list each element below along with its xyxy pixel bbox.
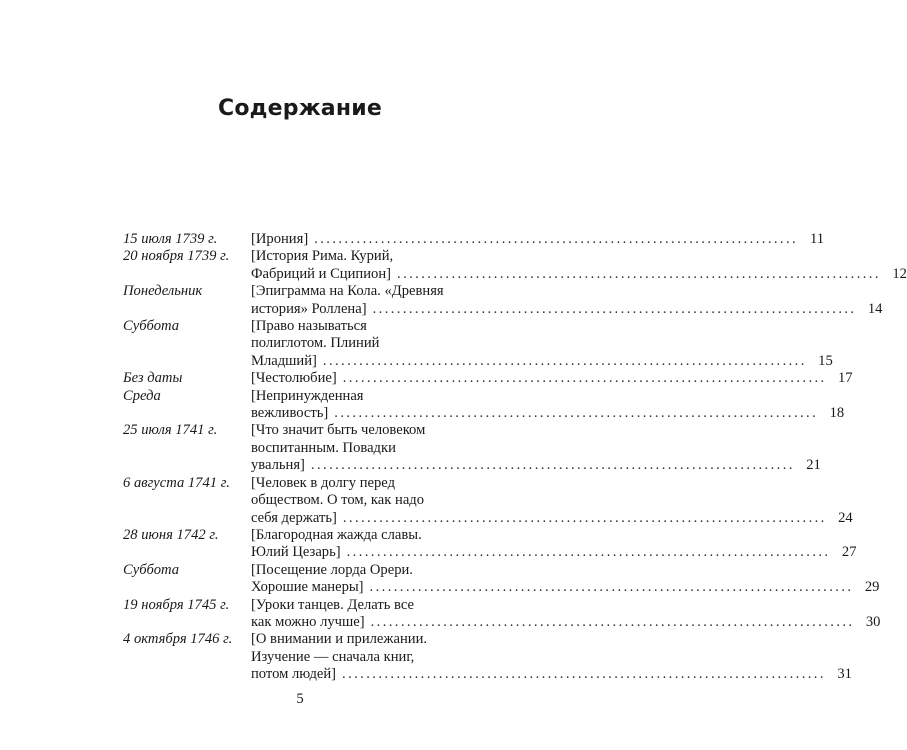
toc-entry xyxy=(123,526,857,562)
dot-leader: ................................................................................ xyxy=(314,231,799,247)
toc-entry-title-line: [Непринужденная xyxy=(251,387,364,404)
toc-entry-title xyxy=(251,474,853,527)
toc-entry-title-line: [О внимании и прилежании. xyxy=(251,631,428,648)
toc-entry-last-line xyxy=(251,231,825,248)
toc-entry-date: 6 августа 1741 г. xyxy=(123,474,230,491)
toc-entry-last-line xyxy=(251,370,853,387)
toc-entry-title-line: обществом. О том, как надо xyxy=(251,492,425,509)
toc-entry-page: 24 xyxy=(838,509,853,526)
toc-entry-page: 14 xyxy=(867,300,883,317)
page-title: Содержание xyxy=(218,96,382,121)
toc-entry-page: 27 xyxy=(841,544,857,561)
toc-entry-last-line xyxy=(251,613,881,631)
dot-leader: ................................................................................ xyxy=(346,544,831,561)
toc-entry-title-line: [Посещение лорда Орери. xyxy=(251,561,413,578)
toc-entry-title xyxy=(251,248,907,283)
toc-entry-title-line: Изучение — сначала книг, xyxy=(251,648,415,665)
toc-entry-last-line xyxy=(251,265,907,283)
toc-entry-title-line: [Уроки танцев. Делать все xyxy=(251,596,414,613)
dot-leader: ................................................................................ xyxy=(342,509,827,526)
toc-entry-page: 17 xyxy=(838,370,853,387)
toc-entry-title xyxy=(251,231,825,248)
toc-entry-title-line: [Человек в долгу перед xyxy=(251,474,395,491)
dot-leader: ................................................................................ xyxy=(372,300,857,317)
toc-entry-date: 15 июля 1739 г. xyxy=(123,231,218,247)
toc-entry-page: 29 xyxy=(864,579,880,596)
toc-entry-date: 20 ноября 1739 г. xyxy=(123,248,230,265)
toc-entry-title-line: [Что значит быть человеком xyxy=(251,422,426,439)
dot-leader: ................................................................................ xyxy=(322,352,807,369)
toc-entry-title-line: Хорошие манеры] xyxy=(251,579,364,596)
toc-entry-title xyxy=(251,318,833,370)
toc-entry-title-line: себя держать] xyxy=(251,509,337,526)
toc-entry xyxy=(123,283,883,318)
toc-entry-title-line: воспитанным. Повадки xyxy=(251,439,396,456)
toc-entry-last-line xyxy=(251,544,857,561)
toc-entry-page: 31 xyxy=(837,666,852,683)
toc-entry xyxy=(123,474,853,527)
toc-entry-date: Суббота xyxy=(123,318,180,335)
toc-entry-title-line: [Право называться xyxy=(251,318,367,335)
toc-entry-date: Без даты xyxy=(123,370,183,387)
toc-entry-title-line: Юлий Цезарь] xyxy=(251,544,341,561)
toc-entry-last-line xyxy=(251,666,852,683)
toc-entry-last-line xyxy=(251,405,845,422)
toc-entry-last-line xyxy=(251,509,853,527)
toc-entry-title-line: Младший] xyxy=(251,352,317,369)
toc-entry-date: Понедельник xyxy=(123,283,203,300)
toc-entry xyxy=(123,370,853,387)
toc-entry-last-line xyxy=(251,300,883,318)
toc-entry-date: 4 октября 1746 г. xyxy=(123,631,233,648)
toc-entry xyxy=(123,561,880,597)
dot-leader: ................................................................................ xyxy=(310,457,795,474)
dot-leader: ................................................................................ xyxy=(334,405,819,422)
toc-entry-page: 11 xyxy=(810,231,825,247)
toc-entry-title xyxy=(251,422,821,474)
toc-entry-page: 18 xyxy=(829,405,845,422)
toc-entry-title-line: Фабриций и Сципион] xyxy=(251,265,392,282)
toc-entry-page: 30 xyxy=(865,613,881,630)
dot-leader: ................................................................................ xyxy=(342,666,826,683)
toc-entry-title xyxy=(251,370,853,387)
toc-entry-title-line: [История Рима. Курий, xyxy=(251,248,394,265)
toc-entry-last-line xyxy=(251,457,821,474)
toc-entry-title xyxy=(251,596,881,632)
dot-leader: ................................................................................ xyxy=(342,370,827,387)
toc-entry-title-line: [Эпиграмма на Кола. «Древняя xyxy=(251,283,444,300)
toc-entry-title-line: [Благородная жажда славы. xyxy=(251,526,422,543)
toc-entry-title-line: как можно лучше] xyxy=(251,613,365,630)
table-of-contents xyxy=(123,231,907,684)
toc-entry xyxy=(123,231,825,248)
toc-entry-date: 25 июля 1741 г. xyxy=(123,422,218,439)
toc-entry-last-line xyxy=(251,352,833,370)
toc-entry-title-line: [Честолюбие] xyxy=(251,370,337,387)
toc-entry xyxy=(123,248,907,283)
toc-entry-title-line: потом людей] xyxy=(251,666,337,683)
toc-entry-page: 12 xyxy=(892,265,907,282)
toc-entry xyxy=(123,631,852,683)
toc-entry-title-line: увальня] xyxy=(251,457,305,474)
toc-entry-title xyxy=(251,631,852,683)
toc-entry xyxy=(123,596,881,632)
toc-entry-title xyxy=(251,387,845,423)
toc-entry xyxy=(123,387,845,423)
toc-entry-title-line: полиглотом. Плиний xyxy=(251,335,380,352)
toc-entry xyxy=(123,318,833,370)
toc-entry-title-line: [Ирония] xyxy=(251,231,309,247)
toc-entry-title xyxy=(251,561,880,597)
toc-entry-page: 15 xyxy=(818,352,833,369)
toc-entry-date: Среда xyxy=(123,387,161,404)
toc-entry-date: 19 ноября 1745 г. xyxy=(123,596,230,613)
dot-leader: ................................................................................ xyxy=(370,613,855,630)
toc-entry-title-line: вежливость] xyxy=(251,405,329,422)
dot-leader: ................................................................................ xyxy=(369,579,854,596)
toc-entry-date: 28 июня 1742 г. xyxy=(123,526,219,543)
dot-leader: ................................................................................ xyxy=(397,265,881,282)
page-number: 5 xyxy=(296,691,304,707)
toc-entry xyxy=(123,422,821,474)
toc-entry-last-line xyxy=(251,579,880,596)
toc-entry-title-line: история» Роллена] xyxy=(251,300,367,317)
toc-entry-title xyxy=(251,526,857,562)
toc-entry-date: Суббота xyxy=(123,561,180,578)
toc-entry-page: 21 xyxy=(806,457,821,474)
toc-entry-title xyxy=(251,283,883,318)
